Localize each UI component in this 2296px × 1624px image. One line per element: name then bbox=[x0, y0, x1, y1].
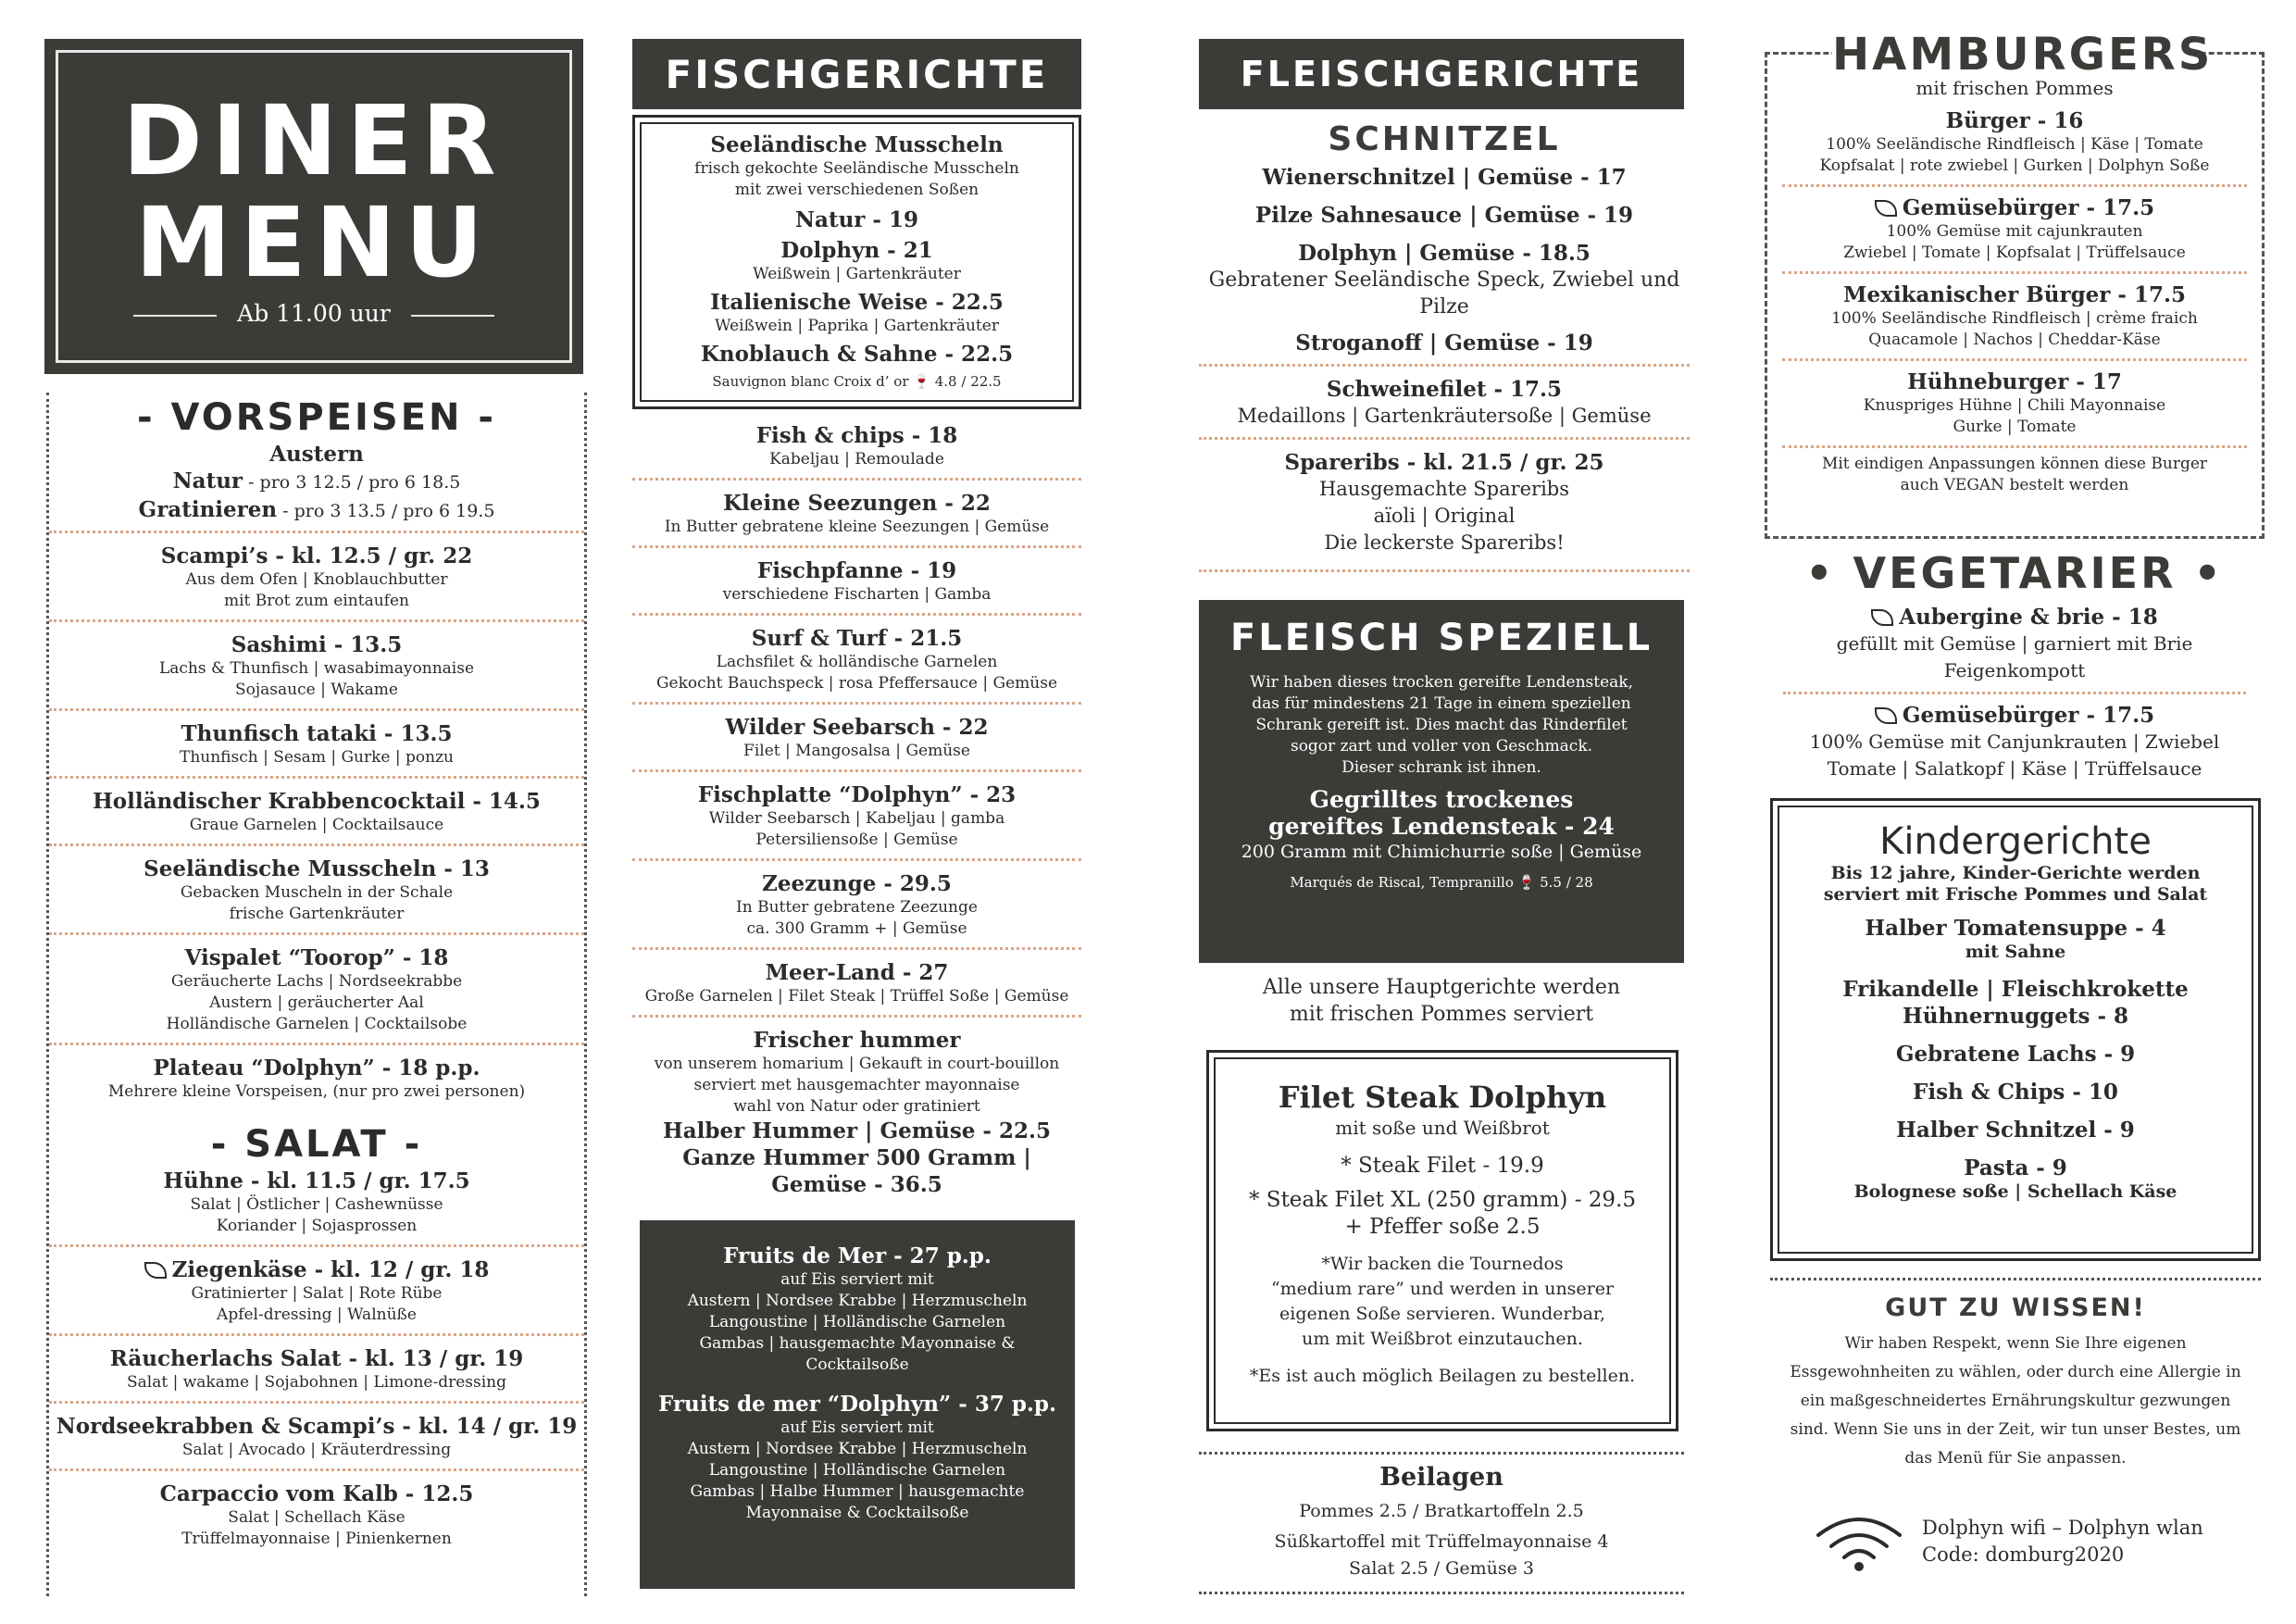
note-line: mit frischen Pommes serviert bbox=[1289, 1003, 1594, 1026]
menu-item bbox=[632, 868, 1081, 950]
fruits-box bbox=[640, 1220, 1075, 1589]
hamburgers-note: auch VEGAN bestelt werden bbox=[1900, 476, 2129, 494]
column-3 bbox=[1199, 0, 1690, 1624]
menu-item bbox=[632, 488, 1081, 548]
leaf-icon bbox=[1875, 200, 1897, 217]
item-desc: Lachs & Thunfisch | wasabimayonnaise bbox=[158, 659, 475, 678]
kinder-item: Gebratene Lachs - 9 bbox=[1895, 1042, 2136, 1067]
fruits-desc: Austern | Nordsee Krabbe | Herzmuscheln bbox=[687, 1440, 1028, 1458]
kinder-item-desc: mit Sahne bbox=[1965, 942, 2066, 962]
item-name: Hühne - kl. 11.5 / gr. 17.5 bbox=[163, 1168, 470, 1193]
austern-row-price: - pro 3 12.5 / pro 6 18.5 bbox=[243, 472, 461, 493]
mussels-variant: Natur - 19 bbox=[795, 207, 918, 232]
mussels-desc: mit zwei verschiedenen Soßen bbox=[734, 181, 980, 199]
title-box bbox=[44, 39, 583, 374]
austern-row bbox=[49, 496, 584, 525]
item-desc: Knuspriges Hühne | Chili Mayonnaise bbox=[1863, 396, 2166, 415]
menu-item bbox=[49, 854, 584, 935]
fruits-name: Fruits de mer “Dolphyn” - 37 p.p. bbox=[657, 1392, 1057, 1417]
menu-item bbox=[49, 943, 584, 1045]
steak-title: Filet Steak Dolphyn bbox=[1278, 1080, 1607, 1115]
steak-note bbox=[1216, 1252, 1669, 1352]
menu-item bbox=[632, 556, 1081, 616]
mussels-variant: Knoblauch & Sahne - 22.5 bbox=[700, 342, 1014, 367]
item-name: Mexikanischer Bürger - 17.5 bbox=[1843, 282, 2186, 307]
item-desc: 100% Gemüse mit cajunkrauten bbox=[1886, 222, 2143, 241]
vorspeisen-title: - VORSPEISEN - bbox=[136, 396, 497, 439]
menu-item bbox=[632, 780, 1081, 861]
item-desc: wahl von Natur oder gratiniert bbox=[733, 1097, 980, 1116]
hamburgers-note: Mit eindigen Anpassungen können diese Burger bbox=[1821, 455, 2208, 473]
leaf-icon bbox=[1871, 609, 1893, 626]
item-desc: Große Garnelen | Filet Steak | Trüffel Soße | Gemüse bbox=[644, 987, 1069, 1006]
menu-item bbox=[49, 718, 584, 779]
steak-note-line: um mit Weißbrot einzutauchen. bbox=[1302, 1329, 1583, 1349]
kinder-item: Hühnernuggets - 8 bbox=[1902, 1004, 2129, 1029]
item-name: Bürger - 16 bbox=[1945, 108, 2084, 133]
item-desc: ca. 300 Gramm + | Gemüse bbox=[746, 919, 967, 938]
hummer-item bbox=[632, 1025, 1081, 1206]
wine-prices: 4.8 / 22.5 bbox=[934, 373, 1002, 390]
speziell-name: Gegrilltes trockenes bbox=[1309, 786, 1574, 813]
kinder-item: Halber Tomatensuppe - 4 bbox=[1865, 916, 2166, 941]
item-name: Surf & Turf - 21.5 bbox=[751, 626, 963, 651]
kinder-intro: serviert mit Frische Pommes und Salat bbox=[1823, 884, 2208, 905]
fruits-desc: Gambas | hausgemachte Mayonnaise & bbox=[699, 1334, 1016, 1353]
item-name-row bbox=[1783, 604, 2246, 631]
speziell-name: gereiftes Lendensteak - 24 bbox=[1268, 813, 1615, 840]
hamburgers-list bbox=[1767, 75, 2262, 496]
speziell-text-line: Dieser schrank ist ihnen. bbox=[1341, 758, 1541, 777]
item-desc: 100% Seeländische Rindfleisch | Käse | Tomate bbox=[1826, 135, 2203, 154]
menu-item bbox=[49, 786, 584, 846]
item-name: Meer-Land - 27 bbox=[765, 960, 949, 985]
kinder-item: Halber Schnitzel - 9 bbox=[1896, 1118, 2135, 1143]
menu-item bbox=[1782, 280, 2247, 361]
item-name: Plateau “Dolphyn” - 18 p.p. bbox=[153, 1056, 480, 1081]
schnitzel-section bbox=[1199, 120, 1690, 572]
beilagen-line: Salat 2.5 / Gemüse 3 bbox=[1349, 1558, 1534, 1579]
menu-item bbox=[632, 623, 1081, 705]
fruits-desc: Cocktailsoße bbox=[805, 1355, 909, 1374]
item-desc: aïoli | Original bbox=[1373, 505, 1516, 527]
wine-name: Sauvignon blanc Croix d’ or bbox=[712, 373, 909, 390]
mussels-variant-desc: Weißwein | Paprika | Gartenkräuter bbox=[715, 317, 999, 335]
vegetarier-section bbox=[1765, 548, 2265, 790]
vorspeisen-frame bbox=[46, 393, 587, 1596]
kinder-item: Pasta - 9 bbox=[1964, 1156, 2067, 1181]
menu-item bbox=[1765, 700, 2265, 790]
schnitzel-item: Dolphyn | Gemüse - 18.5 bbox=[1298, 241, 1591, 266]
item-desc: Petersiliensoße | Gemüse bbox=[755, 831, 958, 849]
steak-line: + Pfeffer soße 2.5 bbox=[1344, 1215, 1541, 1239]
title-subtitle: Ab 11.00 uur bbox=[58, 300, 569, 327]
menu-item bbox=[632, 712, 1081, 772]
steak-note2: *Es ist auch möglich Beilagen zu bestellen. bbox=[1249, 1366, 1636, 1386]
item-desc: Tomate | Salatkopf | Käse | Trüffelsauce bbox=[1827, 757, 2202, 780]
menu-item bbox=[49, 1479, 584, 1557]
item-desc: Lachsfilet & holländische Garnelen bbox=[716, 653, 998, 671]
wifi-line: Dolphyn wifi – Dolphyn wlan bbox=[1922, 1517, 2203, 1539]
item-desc: Sojasauce | Wakame bbox=[235, 681, 398, 699]
gut-text-line: sind. Wenn Sie uns in der Zeit, wir tun unser Bestes, um bbox=[1790, 1420, 2241, 1439]
speziell-title: FLEISCH SPEZIELL bbox=[1229, 617, 1653, 659]
austern-item bbox=[49, 439, 584, 533]
menu-item bbox=[49, 1166, 584, 1247]
menu-item bbox=[49, 1411, 584, 1471]
kinder-box bbox=[1770, 798, 2261, 1261]
item-desc: mit Brot zum eintaufen bbox=[224, 592, 409, 610]
title-line-1: DINER bbox=[122, 84, 505, 197]
menu-item bbox=[49, 1343, 584, 1404]
steak-inner bbox=[1214, 1057, 1671, 1424]
gut-text-line: ein maßgeschneidertes Ernährungskultur gezwungen bbox=[1800, 1392, 2231, 1410]
item-name: Ziegenkäse - kl. 12 / gr. 18 bbox=[171, 1257, 490, 1282]
mussels-wine bbox=[642, 371, 1072, 393]
menu-item bbox=[49, 541, 584, 622]
mussels-variant-desc: Weißwein | Gartenkräuter bbox=[753, 265, 961, 283]
item-desc: Hausgemachte Spareribs bbox=[1318, 478, 1570, 500]
menu-item bbox=[49, 630, 584, 711]
wifi-code: Code: domburg2020 bbox=[1922, 1543, 2125, 1566]
item-desc: Mehrere kleine Vorspeisen, (nur pro zwei personen) bbox=[107, 1082, 526, 1101]
item-name: Holländischer Krabbencocktail - 14.5 bbox=[93, 789, 541, 814]
gut-text-line: Wir haben Respekt, wenn Sie Ihre eigenen bbox=[1844, 1334, 2187, 1353]
item-desc: serviert met hausgemachter mayonnaise bbox=[693, 1076, 1020, 1094]
wifi-icon bbox=[1813, 1509, 1905, 1574]
menu-item bbox=[1783, 602, 2246, 694]
speziell-desc: 200 Gramm mit Chimichurrie soße | Gemüse bbox=[1241, 842, 1642, 862]
item-name: Wilder Seebarsch - 22 bbox=[725, 715, 989, 740]
beilagen-divider bbox=[1199, 1592, 1684, 1594]
item-name: Kleine Seezungen - 22 bbox=[723, 491, 991, 516]
hauptgerichte-note bbox=[1199, 974, 1684, 1028]
steak-line: * Steak Filet - 19.9 bbox=[1341, 1154, 1544, 1178]
item-name: Carpaccio vom Kalb - 12.5 bbox=[159, 1481, 474, 1506]
item-desc: frische Gartenkräuter bbox=[229, 905, 405, 923]
item-name: Fish & chips - 18 bbox=[755, 423, 958, 448]
wine-name: Marqués de Riscal, Tempranillo bbox=[1290, 874, 1514, 891]
speziell-text-line: Schrank gereift ist. Dies macht das Rinderfilet bbox=[1255, 716, 1628, 734]
fisch-title: FISCHGERICHTE bbox=[632, 39, 1081, 109]
beilagen-line: Süßkartoffel mit Trüffelmayonnaise 4 bbox=[1274, 1531, 1609, 1552]
menu-item bbox=[632, 420, 1081, 481]
item-desc: In Butter gebratene Zeezunge bbox=[736, 898, 978, 917]
fruits-desc: Gambas | Halbe Hummer | hausgemachte bbox=[690, 1482, 1025, 1501]
item-desc: Trüffelmayonnaise | Pinienkernen bbox=[181, 1530, 452, 1548]
austern-title: Austern bbox=[269, 442, 364, 467]
schnitzel-item: Wienerschnitzel | Gemüse - 17 bbox=[1262, 165, 1627, 190]
hummer-price: Halber Hummer | Gemüse - 22.5 bbox=[663, 1118, 1051, 1143]
hamburgers-box bbox=[1765, 29, 2265, 539]
item-name-row bbox=[49, 1256, 584, 1283]
item-desc: Salat | Avocado | Kräuterdressing bbox=[181, 1441, 452, 1459]
speziell-wine bbox=[1199, 872, 1684, 893]
steak-subtitle: mit soße und Weißbrot bbox=[1335, 1117, 1550, 1139]
item-desc: Aus dem Ofen | Knoblauchbutter bbox=[185, 570, 448, 589]
item-name: Scampi’s - kl. 12.5 / gr. 22 bbox=[160, 543, 473, 568]
steak-note-line: *Wir backen die Tournedos bbox=[1321, 1254, 1564, 1274]
wifi-section bbox=[1813, 1500, 2257, 1583]
item-desc: Geräucherte Lachs | Nordseekrabbe bbox=[170, 972, 463, 991]
item-desc: Apfel-dressing | Walnüße bbox=[217, 1305, 417, 1324]
item-name-row bbox=[1765, 702, 2265, 729]
speziell-text-line: sogor zart und voller von Geschmack. bbox=[1290, 737, 1593, 756]
beilagen-line: Pommes 2.5 / Bratkartoffeln 2.5 bbox=[1299, 1501, 1584, 1521]
fruits-desc: Mayonnaise & Cocktailsoße bbox=[745, 1504, 969, 1522]
gut-section bbox=[1770, 1278, 2261, 1473]
mussels-inner bbox=[640, 122, 1074, 402]
austern-row-price: - pro 3 13.5 / pro 6 19.5 bbox=[277, 501, 495, 521]
column-4 bbox=[1757, 0, 2266, 1624]
item-name: Sashimi - 13.5 bbox=[231, 632, 403, 657]
item-desc: Gekocht Bauchspeck | rosa Pfeffersauce | Gemüse bbox=[655, 674, 1058, 693]
schnitzel-title: SCHNITZEL bbox=[1328, 120, 1561, 158]
item-desc: Gratinierter | Salat | Rote Rübe bbox=[191, 1284, 443, 1303]
kinder-item: Fish & Chips - 10 bbox=[1913, 1080, 2118, 1105]
menu-item bbox=[632, 957, 1081, 1018]
menu-item bbox=[49, 1053, 584, 1110]
column-1 bbox=[37, 0, 578, 1624]
item-name: Gemüsebürger - 17.5 bbox=[1902, 703, 2155, 728]
steak-note-line: “medium rare” und werden in unserer bbox=[1270, 1279, 1615, 1299]
fleisch-speziell-box bbox=[1199, 600, 1684, 963]
wine-prices: 5.5 / 28 bbox=[1540, 874, 1593, 891]
item-desc: Gurke | Tomate bbox=[1953, 418, 2077, 436]
item-desc: Salat | Schellach Käse bbox=[228, 1508, 406, 1527]
gut-text-line: Essgewohnheiten zu wählen, oder durch eine Allergie in bbox=[1790, 1363, 2241, 1381]
item-desc: Salat | wakame | Sojabohnen | Limone-dressing bbox=[126, 1373, 507, 1392]
leaf-icon bbox=[144, 1262, 167, 1279]
speziell-text-line: das für mindestens 21 Tage in einem speziellen bbox=[1252, 694, 1631, 713]
item-desc: Salat | Östlicher | Cashewnüsse bbox=[190, 1195, 443, 1214]
item-name: Schweinefilet - 17.5 bbox=[1326, 377, 1563, 402]
fruits-desc: auf Eis serviert mit bbox=[780, 1270, 934, 1289]
hamburgers-title: HAMBURGERS bbox=[1832, 29, 2214, 81]
item-desc: Wilder Seebarsch | Kabeljau | gamba bbox=[708, 809, 1005, 828]
item-name-row bbox=[1782, 194, 2247, 221]
gut-title: GUT ZU WISSEN! bbox=[1885, 1293, 2146, 1322]
kinder-intro: Bis 12 jahre, Kinder-Gerichte werden bbox=[1830, 863, 2201, 883]
wine-glass-icon: 🍷 bbox=[1517, 874, 1536, 891]
kinder-item: Frikandelle | Fleischkrokette bbox=[1842, 977, 2189, 1002]
item-desc: verschiedene Fischarten | Gamba bbox=[722, 585, 992, 604]
item-desc: Kopfsalat | rote zwiebel | Gurken | Dolphyn Soße bbox=[1819, 156, 2210, 175]
item-name: Vispalet “Toorop” - 18 bbox=[184, 945, 449, 970]
fruits-name: Fruits de Mer - 27 p.p. bbox=[723, 1243, 992, 1268]
schnitzel-item: Pilze Sahnesauce | Gemüse - 19 bbox=[1254, 203, 1634, 228]
item-name: Fischpfanne - 19 bbox=[756, 558, 957, 583]
mussels-box bbox=[632, 115, 1081, 409]
mussels-variant: Italienische Weise - 22.5 bbox=[710, 290, 1004, 315]
item-desc: von unserem homarium | Gekauft in court-bouillon bbox=[654, 1055, 1060, 1073]
speziell-text bbox=[1199, 672, 1684, 779]
item-name: Thunfisch tataki - 13.5 bbox=[181, 721, 453, 746]
hamburgers-header bbox=[1832, 29, 2214, 81]
menu-item bbox=[49, 1255, 584, 1336]
title-line-2: MENU bbox=[134, 186, 493, 299]
menu-item bbox=[1782, 367, 2247, 448]
steak-note-line: eigenen Soße servieren. Wunderbar, bbox=[1279, 1304, 1605, 1324]
gut-text-line: das Menü für Sie anpassen. bbox=[1904, 1449, 2127, 1468]
leaf-icon bbox=[1875, 707, 1897, 724]
item-name: Hühneburger - 17 bbox=[1907, 369, 2122, 394]
schnitzel-item: Stroganoff | Gemüse - 19 bbox=[1295, 331, 1593, 356]
column-2 bbox=[632, 0, 1081, 1624]
item-name: Frischer hummer bbox=[753, 1028, 961, 1053]
item-name: Fischplatte “Dolphyn” - 23 bbox=[697, 782, 1017, 807]
wifi-text bbox=[1922, 1515, 2203, 1568]
menu-item bbox=[1782, 193, 2247, 274]
fisch-list bbox=[632, 420, 1081, 1206]
mussels-desc: frisch gekochte Seeländische Musscheln bbox=[694, 159, 1019, 178]
gut-text bbox=[1770, 1330, 2261, 1473]
note-line: Alle unsere Hauptgerichte werden bbox=[1262, 976, 1621, 999]
item-desc: Filet | Mangosalsa | Gemüse bbox=[743, 742, 970, 760]
mussels-name: Seeländische Musscheln bbox=[710, 132, 1004, 157]
item-name: Zeezunge - 29.5 bbox=[762, 871, 952, 896]
steak-box bbox=[1206, 1050, 1678, 1431]
title-frame bbox=[56, 50, 572, 363]
wine-glass-icon: 🍷 bbox=[913, 373, 930, 390]
item-name: Räucherlachs Salat - kl. 13 / gr. 19 bbox=[109, 1346, 524, 1371]
item-desc: Graue Garnelen | Cocktailsauce bbox=[189, 816, 444, 834]
schnitzel-desc: Gebratener Seeländische Speck, Zwiebel und Pilze bbox=[1208, 269, 1680, 319]
item-desc: Quacamole | Nachos | Cheddar-Käse bbox=[1868, 331, 2161, 349]
menu-item bbox=[1199, 374, 1690, 440]
fleisch-title: FLEISCHGERICHTE bbox=[1199, 39, 1684, 109]
item-desc: Zwiebel | Tomate | Kopfsalat | Trüffelsauce bbox=[1843, 244, 2186, 262]
item-desc: Medaillons | Gartenkräutersoße | Gemüse bbox=[1237, 405, 1652, 427]
fruits-desc: Austern | Nordsee Krabbe | Herzmuscheln bbox=[687, 1292, 1028, 1310]
item-desc: Kabeljau | Remoulade bbox=[769, 450, 944, 468]
item-desc: Feigenkompott bbox=[1943, 659, 2086, 681]
fruits-desc: Langoustine | Holländische Garnelen bbox=[708, 1461, 1006, 1480]
item-desc: 100% Seeländische Rindfleisch | crème fraich bbox=[1831, 309, 2198, 328]
menu-item bbox=[1782, 106, 2247, 187]
salat-title: - SALAT - bbox=[210, 1123, 423, 1166]
kinder-item-desc: Bolognese soße | Schellach Käse bbox=[1853, 1181, 2177, 1202]
item-name: Spareribs - kl. 21.5 / gr. 25 bbox=[1284, 450, 1604, 475]
kinder-title: Kindergerichte bbox=[1879, 820, 2152, 863]
speziell-text-line: Wir haben dieses trocken gereifte Lendensteak, bbox=[1249, 673, 1634, 692]
menu-item bbox=[1199, 447, 1690, 572]
austern-row-name: Gratinieren bbox=[138, 497, 278, 522]
item-desc: gefüllt mit Gemüse | garniert mit Brie bbox=[1836, 632, 2193, 655]
item-name: Aubergine & brie - 18 bbox=[1899, 605, 2158, 630]
item-desc: 100% Gemüse mit Canjunkrauten | Zwiebel bbox=[1809, 731, 2220, 753]
beilagen-section bbox=[1199, 1452, 1684, 1594]
menu-item bbox=[1199, 328, 1690, 367]
fruits-desc: auf Eis serviert mit bbox=[780, 1418, 934, 1437]
item-desc: Koriander | Sojasprossen bbox=[216, 1217, 418, 1235]
item-desc: Austern | geräucherter Aal bbox=[209, 993, 424, 1012]
austern-row bbox=[49, 468, 584, 496]
hummer-price: Ganze Hummer 500 Gramm | Gemüse - 36.5 bbox=[682, 1145, 1031, 1197]
item-desc: In Butter gebratene kleine Seezungen | Gemüse bbox=[664, 518, 1050, 536]
hamburgers-subtitle: mit frischen Pommes bbox=[1915, 77, 2114, 99]
beilagen-title: Beilagen bbox=[1379, 1463, 1504, 1492]
item-name: Nordseekrabben & Scampi’s - kl. 14 / gr. 19 bbox=[56, 1414, 578, 1439]
item-name: Gemüsebürger - 17.5 bbox=[1902, 195, 2155, 220]
fruits-desc: Langoustine | Holländische Garnelen bbox=[708, 1313, 1006, 1331]
item-desc: Holländische Garnelen | Cocktailsobe bbox=[166, 1015, 468, 1033]
vegetarier-title: • VEGETARIER • bbox=[1805, 548, 2224, 598]
item-desc: Thunfisch | Sesam | Gurke | ponzu bbox=[180, 748, 454, 767]
austern-row-name: Natur bbox=[172, 468, 243, 493]
steak-line: * Steak Filet XL (250 gramm) - 29.5 bbox=[1249, 1188, 1636, 1212]
item-name: Seeländische Musscheln - 13 bbox=[144, 856, 490, 881]
kinder-inner bbox=[1778, 806, 2253, 1254]
item-desc: Die leckerste Spareribs! bbox=[1324, 531, 1565, 554]
item-desc: Gebacken Muscheln in der Schale bbox=[180, 883, 454, 902]
mussels-variant: Dolphyn - 21 bbox=[780, 238, 933, 263]
